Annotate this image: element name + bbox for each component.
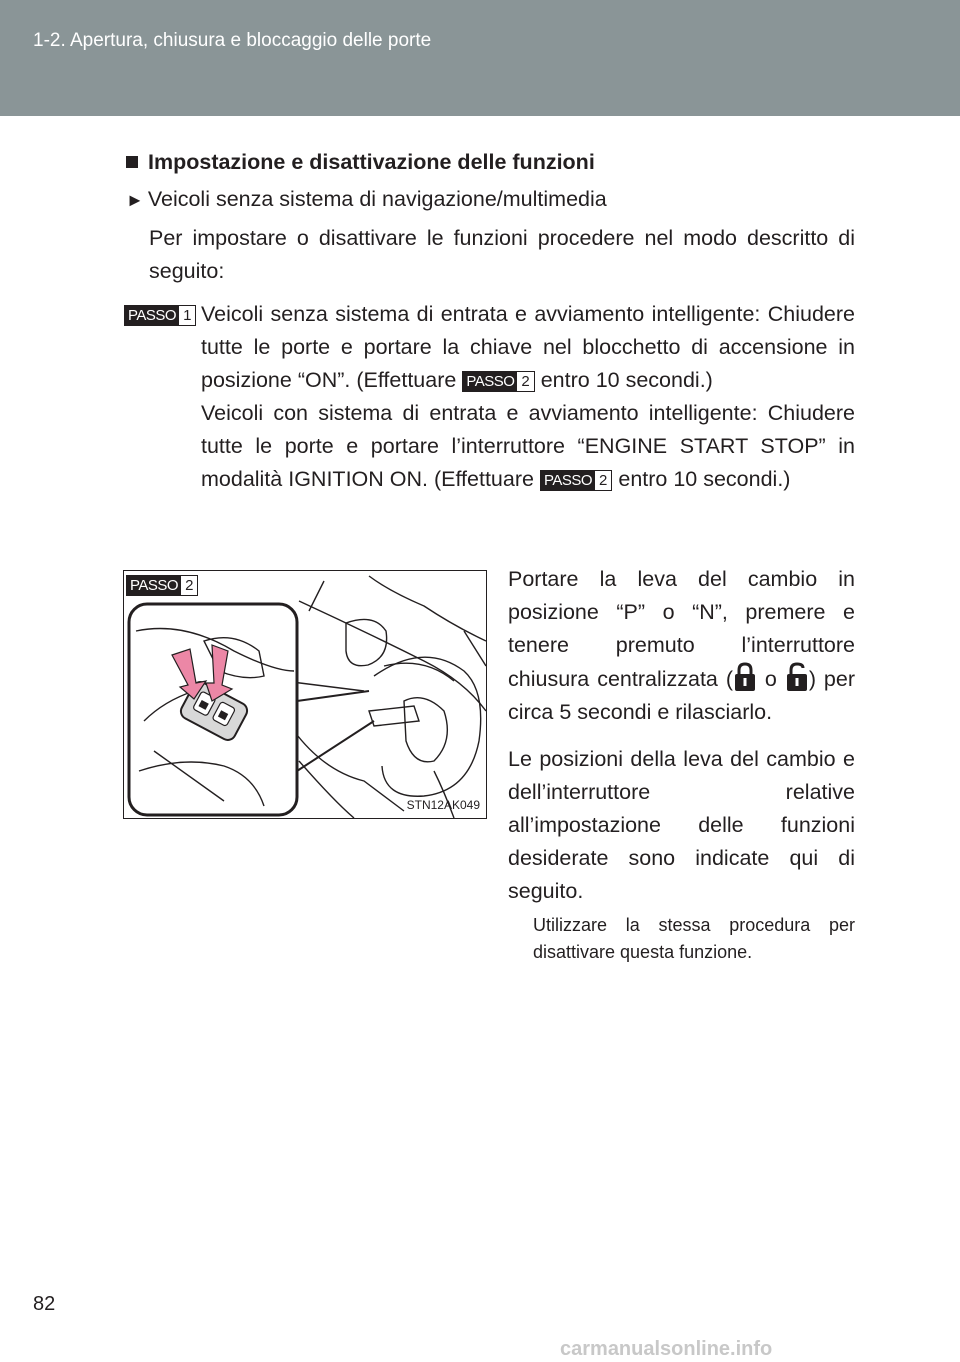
- figure-code: STN12AK049: [406, 798, 480, 812]
- step1-a-text: Veicoli senza sistema di entrata e avviamento intelligente: Chiudere tutte le porte e portare la chiave nel blocchetto di accensione in posizione “ON”. (Effettuare: [201, 302, 855, 392]
- step2-badge: [126, 575, 198, 596]
- triangle-bullet-icon: ►: [126, 190, 144, 210]
- lock-icon: [733, 662, 757, 692]
- step-badge-label: PASSO: [127, 576, 181, 595]
- step1-b-tail: entro 10 secondi.): [618, 467, 791, 491]
- step2-ref-badge-b: [540, 470, 612, 491]
- step1-a-tail: entro 10 secondi.): [540, 368, 713, 392]
- page-header: [0, 0, 960, 116]
- watermark: carmanualsonline.info: [560, 1338, 773, 1360]
- note-text: Utilizzare la stessa procedura per disattivare questa funzione.: [533, 915, 855, 962]
- step-badge-number: 2: [599, 472, 608, 489]
- step1-text: [201, 298, 855, 496]
- page-number: 82: [33, 1293, 56, 1315]
- intro-paragraph: Per impostare o disattivare le funzioni procedere nel modo descritto di seguito:: [149, 226, 855, 283]
- section-title-text: Impostazione e disattivazione delle funzioni: [148, 150, 595, 174]
- step1-b-text: Veicoli con sistema di entrata e avviamento intelligente: Chiudere tutte le porte e portare l’interruttore “ENGINE START STOP” in modalità IGNITION ON. (Effettuare: [201, 401, 855, 491]
- subsection-title-text: Veicoli senza sistema di navigazione/multimedia: [147, 187, 607, 211]
- section-title: [126, 150, 595, 175]
- square-bullet-icon: [126, 156, 138, 168]
- step2-ref-badge-a: [462, 371, 534, 392]
- step-badge-label: PASSO: [541, 471, 595, 490]
- step-badge-number: 2: [185, 577, 194, 594]
- step2-text-before: Portare la leva del cambio in posizione “P” o “N”, premere e tenere premuto l’interruttore chiusura centralizzata (: [508, 567, 855, 691]
- unlock-icon: [785, 662, 809, 692]
- step1-paragraph-b: [201, 397, 855, 496]
- step-badge-number: 1: [183, 307, 192, 324]
- step2-paragraph-2: Le posizioni della leva del cambio e dell’interruttore relative all’impostazione delle funzioni desiderate sono indicate qui di seguito.: [508, 747, 855, 903]
- step1-badge: [124, 305, 196, 326]
- step1-paragraph-a: [201, 298, 855, 397]
- subsection-title: [126, 187, 607, 212]
- door-lock-switch-illustration: [123, 570, 487, 819]
- step-badge-number: 2: [521, 373, 530, 390]
- step-badge-label: PASSO: [125, 306, 179, 325]
- car-interior-drawing: [124, 571, 486, 818]
- chapter-title: 1-2. Apertura, chiusura e bloccaggio delle porte: [33, 30, 432, 51]
- step2-text-or: o: [764, 667, 777, 691]
- step2-text-after: ) per circa 5 secondi e rilasciarlo.: [508, 667, 855, 724]
- step-badge-label: PASSO: [463, 372, 517, 391]
- step2-paragraph-1: [508, 563, 855, 729]
- step2-text: [508, 563, 855, 922]
